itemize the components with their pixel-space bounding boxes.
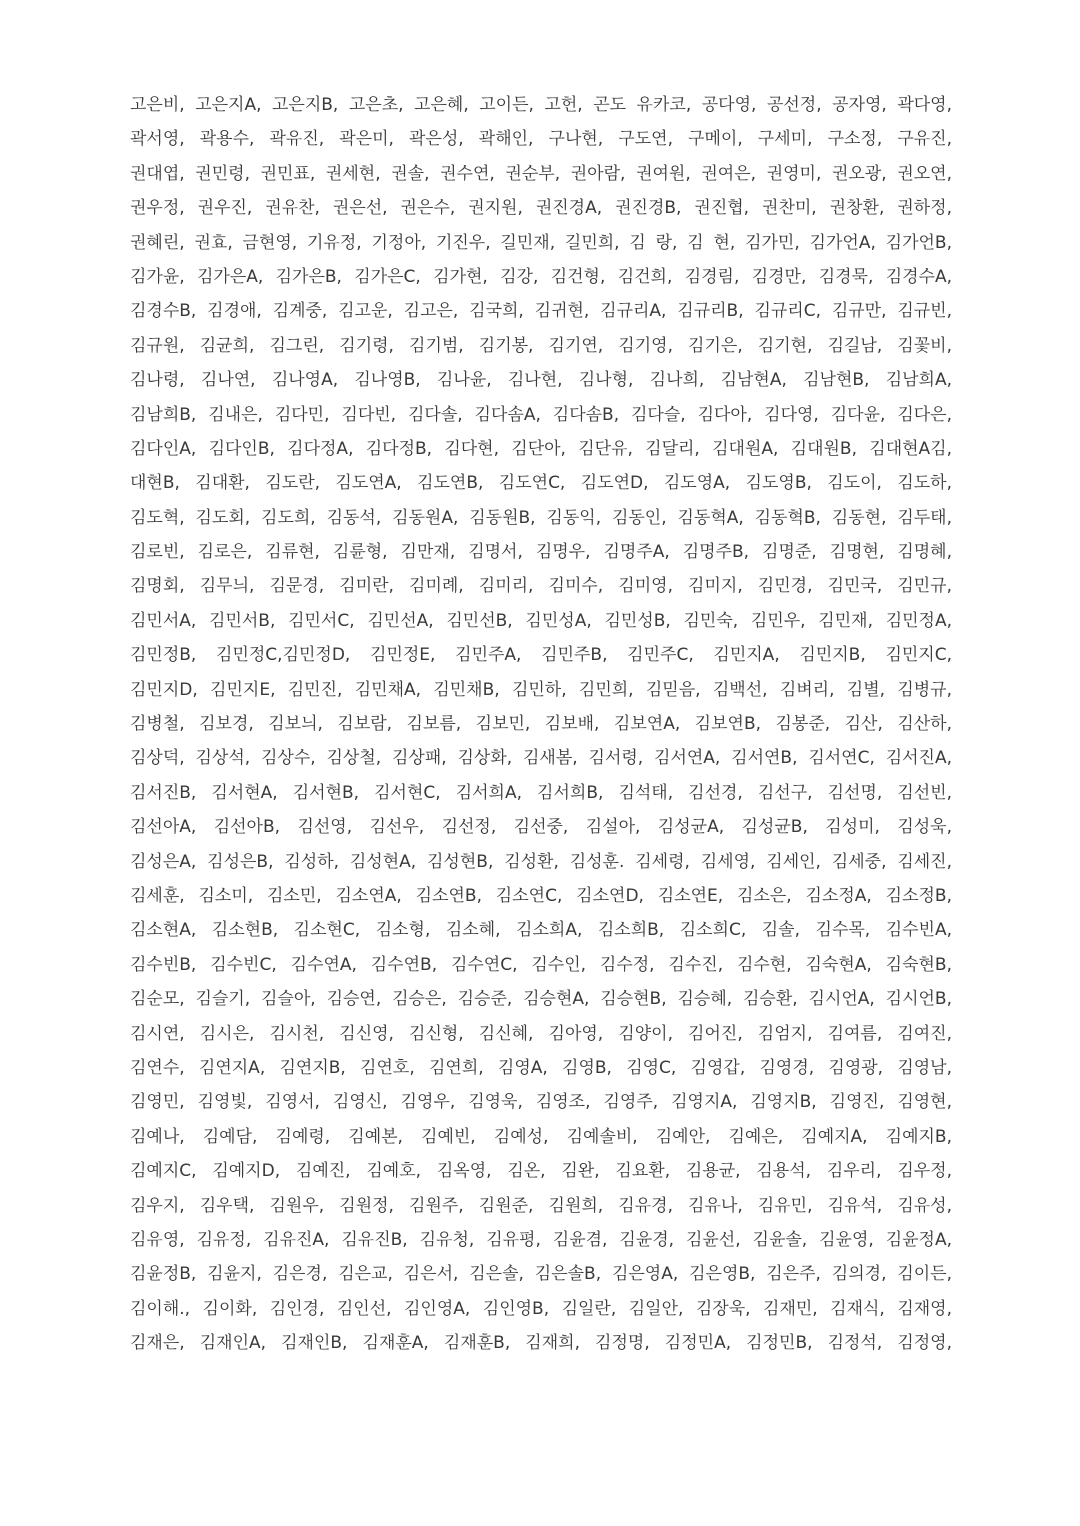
name-list-line: 김이해., 김이화, 김인경, 김인선, 김인영A, 김인영B, 김일란, 김일안, 김장욱, 김재민, 김재식, 김재영,	[130, 1298, 952, 1319]
name-list-line: 김경수B, 김경애, 김계중, 김고운, 김고은, 김국희, 김귀현, 김규리A, 김규리B, 김규리C, 김규만, 김규빈,	[130, 301, 952, 322]
name-list-line: 김민정B, 김민정C,김민정D, 김민정E, 김민주A, 김민주B, 김민주C, 김민지A, 김민지B, 김민지C,	[130, 645, 952, 666]
name-list-line: 김규원, 김균희, 김그린, 김기령, 김기범, 김기봉, 김기연, 김기영, 김기은, 김기현, 김길남, 김꽃비,	[130, 335, 952, 356]
name-list-line: 김로빈, 김로은, 김류현, 김륜형, 김만재, 김명서, 김명우, 김명주A, 김명주B, 김명준, 김명현, 김명혜,	[130, 542, 952, 563]
name-list-line: 김연수, 김연지A, 김연지B, 김연호, 김연희, 김영A, 김영B, 김영C, 김영갑, 김영경, 김영광, 김영남,	[130, 1057, 952, 1078]
name-list-line: 권혜린, 권효, 금현영, 기유정, 기정아, 기진우, 길민재, 길민희, 김 랑, 김 현, 김가민, 김가언A, 김가언B,	[130, 232, 952, 253]
name-list-line: 김재은, 김재인A, 김재인B, 김재훈A, 김재훈B, 김재희, 김정명, 김정민A, 김정민B, 김정석, 김정영,	[130, 1333, 952, 1354]
name-list-line: 김민서A, 김민서B, 김민서C, 김민선A, 김민선B, 김민성A, 김민성B, 김민숙, 김민우, 김민재, 김민정A,	[130, 610, 952, 631]
name-list-line: 김순모, 김슬기, 김슬아, 김승연, 김승은, 김승준, 김승현A, 김승현B, 김승혜, 김승환, 김시언A, 김시언B,	[130, 989, 952, 1010]
name-list-line: 김윤정B, 김윤지, 김은경, 김은교, 김은서, 김은솔, 김은솔B, 김은영A, 김은영B, 김은주, 김의경, 김이든,	[130, 1264, 952, 1285]
name-list-line: 김도혁, 김도회, 김도희, 김동석, 김동원A, 김동원B, 김동익, 김동인, 김동혁A, 김동혁B, 김동현, 김두태,	[130, 507, 952, 528]
name-list-line: 곽서영, 곽용수, 곽유진, 곽은미, 곽은성, 곽해인, 구나현, 구도연, 구메이, 구세미, 구소정, 구유진,	[130, 129, 952, 150]
name-list-line: 김예지C, 김예지D, 김예진, 김예호, 김옥영, 김온, 김완, 김요환, 김용균, 김용석, 김우리, 김우정,	[130, 1161, 952, 1182]
name-list-line: 김다인A, 김다인B, 김다정A, 김다정B, 김다현, 김단아, 김단유, 김달리, 김대원A, 김대원B, 김대현A김,	[130, 438, 952, 459]
name-list-line: 김서진B, 김서현A, 김서현B, 김서현C, 김서희A, 김서희B, 김석태, 김선경, 김선구, 김선명, 김선빈,	[130, 782, 952, 803]
name-list	[130, 88, 952, 1360]
name-list-line: 김영민, 김영빛, 김영서, 김영신, 김영우, 김영욱, 김영조, 김영주, 김영지A, 김영지B, 김영진, 김영현,	[130, 1092, 952, 1113]
name-list-line: 김상덕, 김상석, 김상수, 김상철, 김상패, 김상화, 김새봄, 김서령, 김서연A, 김서연B, 김서연C, 김서진A,	[130, 748, 952, 769]
name-list-line: 대현B, 김대환, 김도란, 김도연A, 김도연B, 김도연C, 김도연D, 김도영A, 김도영B, 김도이, 김도하,	[130, 473, 952, 494]
name-list-line: 김우지, 김우택, 김원우, 김원정, 김원주, 김원준, 김원희, 김유경, 김유나, 김유민, 김유석, 김유성,	[130, 1195, 952, 1216]
name-list-line: 권대엽, 권민령, 권민표, 권세현, 권솔, 권수연, 권순부, 권아람, 권여원, 권여은, 권영미, 권오광, 권오연,	[130, 163, 952, 184]
name-list-line: 김수빈B, 김수빈C, 김수연A, 김수연B, 김수연C, 김수인, 김수정, 김수진, 김수현, 김숙현A, 김숙현B,	[130, 954, 952, 975]
name-list-line: 고은비, 고은지A, 고은지B, 고은초, 고은혜, 고이든, 고헌, 곤도 유카코, 공다영, 공선정, 공자영, 곽다영,	[130, 95, 952, 115]
name-list-line: 권우정, 권우진, 권유찬, 권은선, 권은수, 권지원, 권진경A, 권진경B, 권진협, 권찬미, 권창환, 권하정,	[130, 198, 952, 219]
name-list-line: 김나령, 김나연, 김나영A, 김나영B, 김나윤, 김나현, 김나형, 김나희, 김남현A, 김남현B, 김남희A,	[130, 370, 952, 391]
name-list-line: 김선아A, 김선아B, 김선영, 김선우, 김선정, 김선중, 김설아, 김성균A, 김성균B, 김성미, 김성욱,	[130, 817, 952, 838]
name-list-line: 김소현A, 김소현B, 김소현C, 김소형, 김소혜, 김소희A, 김소희B, 김소희C, 김솔, 김수목, 김수빈A,	[130, 920, 952, 941]
name-list-line: 김민지D, 김민지E, 김민진, 김민채A, 김민채B, 김민하, 김민희, 김믿음, 김백선, 김벼리, 김별, 김병규,	[130, 679, 952, 700]
name-list-line: 김병철, 김보경, 김보늬, 김보람, 김보름, 김보민, 김보배, 김보연A, 김보연B, 김봉준, 김산, 김산하,	[130, 714, 952, 735]
name-list-line: 김성은A, 김성은B, 김성하, 김성현A, 김성현B, 김성환, 김성훈. 김세령, 김세영, 김세인, 김세중, 김세진,	[130, 851, 952, 872]
name-list-line: 김가윤, 김가은A, 김가은B, 김가은C, 김가현, 김강, 김건형, 김건희, 김경림, 김경만, 김경묵, 김경수A,	[130, 266, 952, 287]
name-list-line: 김유영, 김유정, 김유진A, 김유진B, 김유청, 김유평, 김윤겸, 김윤경, 김윤선, 김윤솔, 김윤영, 김윤정A,	[130, 1229, 952, 1250]
name-list-line: 김세훈, 김소미, 김소민, 김소연A, 김소연B, 김소연C, 김소연D, 김소연E, 김소은, 김소정A, 김소정B,	[130, 885, 952, 906]
name-list-line: 김남희B, 김내은, 김다민, 김다빈, 김다솔, 김다솜A, 김다솜B, 김다슬, 김다아, 김다영, 김다윤, 김다은,	[130, 404, 952, 425]
name-list-line: 김시연, 김시은, 김시천, 김신영, 김신형, 김신혜, 김아영, 김양이, 김어진, 김엄지, 김여름, 김여진,	[130, 1023, 952, 1044]
name-list-line: 김명회, 김무늬, 김문경, 김미란, 김미례, 김미리, 김미수, 김미영, 김미지, 김민경, 김민국, 김민규,	[130, 576, 952, 597]
name-list-line: 김예나, 김예담, 김예령, 김예본, 김예빈, 김예성, 김예솔비, 김예안, 김예은, 김예지A, 김예지B,	[130, 1126, 952, 1147]
